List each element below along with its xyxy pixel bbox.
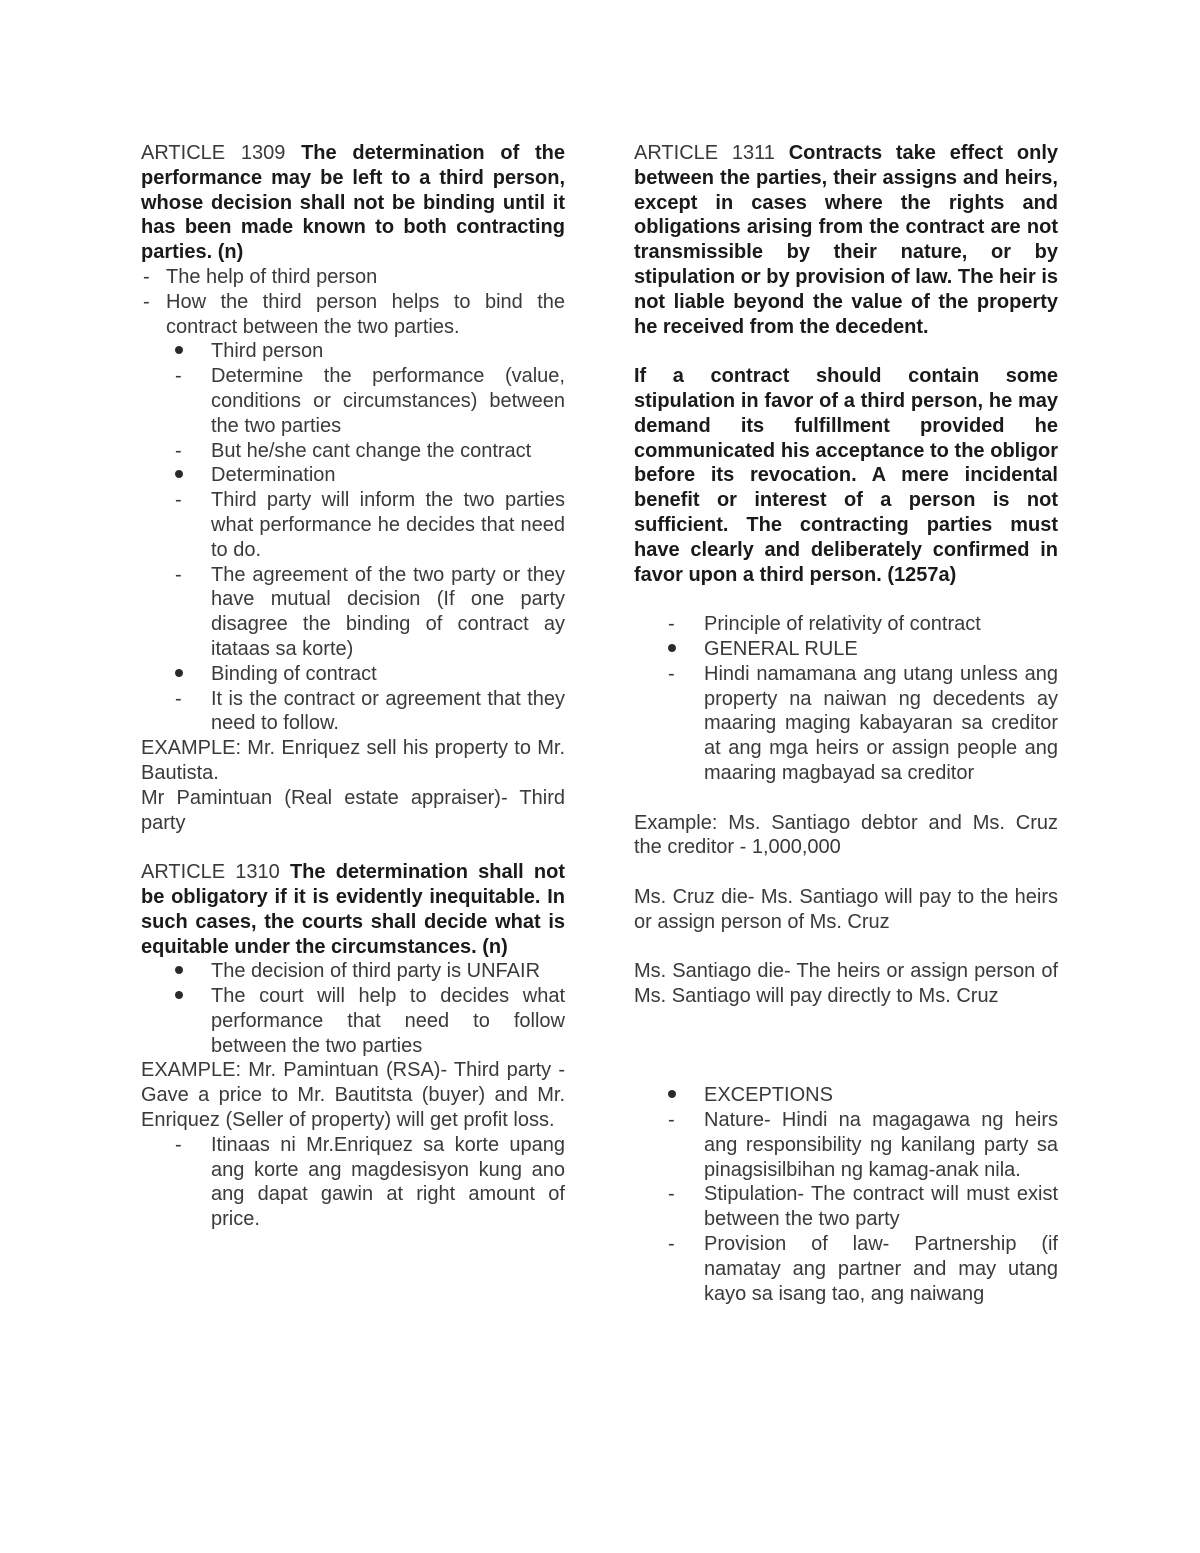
sub-dash-item: - Hindi namamana ang utang unless ang property na naiwan ng decedents ay maaring maging kabayaran sa creditor at ang mga heirs or assign people ang maaring magbayad sa creditor <box>668 662 1058 784</box>
bullet-dot-icon <box>175 991 183 999</box>
article-1311-label: ARTICLE 1311 <box>634 142 775 164</box>
bullet-dot-icon <box>175 346 183 354</box>
bullet-item: GENERAL RULE <box>634 637 1058 662</box>
bullet-item: The decision of third party is UNFAIR <box>141 959 565 984</box>
sub-dash-item: - Determine the performance (value, conditions or circumstances) between the two parties <box>175 365 565 437</box>
bullet-item: Third person <box>141 339 565 364</box>
sub-dash-item: - Itinaas ni Mr.Enriquez sa korte upang ang korte ang magdesisyon kung ano ang dapat gawin at right amount of price. <box>175 1133 565 1231</box>
sub-dash-item: - Principle of relativity of contract <box>668 613 981 636</box>
sub-dash-item: - It is the contract or agreement that they need to follow. <box>175 687 565 735</box>
bullet-item: Binding of contract <box>141 662 565 687</box>
sub-dash-item: - Nature- Hindi na magagawa ng heirs ang responsibility ng kanilang party sa pinagsisilbihan ng kamag-anak nila. <box>668 1109 1058 1181</box>
sub-dash-item: - Provision of law- Partnership (if namatay ang partner and may utang kayo sa isang tao, ang naiwang <box>668 1233 1058 1305</box>
sub-dash-item: - Stipulation- The contract will must exist between the two party <box>668 1183 1058 1231</box>
left-column <box>141 141 565 1232</box>
example-text: EXAMPLE: Mr. Pamintuan (RSA)- Third party - Gave a price to Mr. Bautitsta (buyer) and Mr. Enriquez (Seller of property) will get profit loss. <box>141 1059 565 1132</box>
example-text: Ms. Santiago die- The heirs or assign person of Ms. Santiago will pay directly to Ms. Cruz <box>634 960 1058 1008</box>
bullet-dot-icon <box>175 669 183 677</box>
bullet-dot-icon <box>668 1090 676 1098</box>
article-1309 <box>141 141 565 265</box>
article-1311 <box>634 141 1058 339</box>
bullet-dot-icon <box>668 644 676 652</box>
example-text: Example: Ms. Santiago debtor and Ms. Cruz the creditor - 1,000,000 <box>634 811 1058 859</box>
article-1309-label: ARTICLE 1309 <box>141 142 286 164</box>
example-text: Ms. Cruz die- Ms. Santiago will pay to the heirs or assign person of Ms. Cruz <box>634 885 1058 933</box>
article-1311-text: Contracts take effect only between the parties, their assigns and heirs, except in cases where the rights and obligations arising from the contract are not transmissible by their nature, or by stipulation or by provision of law. The heir is not liable beyond the value of the property he received from the decedent. <box>634 142 1058 338</box>
dash-item: - How the third person helps to bind the contract between the two parties. <box>141 290 565 340</box>
sub-dash-item: - The agreement of the two party or they have mutual decision (If one party disagree the binding of contract ay itataas sa korte) <box>175 563 565 660</box>
bullet-item: The court will help to decides what performance that need to follow between the two parties <box>141 984 565 1058</box>
example-text: EXAMPLE: Mr. Enriquez sell his property to Mr. Bautista. <box>141 737 565 784</box>
sub-dash-item: - Third party will inform the two parties what performance he decides that need to do. <box>175 489 565 561</box>
bullet-dot-icon <box>175 470 183 478</box>
article-1310-label: ARTICLE 1310 <box>141 861 280 884</box>
article-1311-paragraph-2: If a contract should contain some stipulation in favor of a third person, he may demand its fulfillment provided he communicated his acceptance to the obligor before its revocation. A mere incidental benefit or interest of a person is not sufficient. The contracting parties must have clearly and deliberately confirmed in favor upon a third person. (1257a) <box>634 365 1058 586</box>
example-text: Mr Pamintuan (Real estate appraiser)- Third party <box>141 786 565 834</box>
right-column <box>634 141 1058 1306</box>
sub-dash-item: - But he/she cant change the contract <box>175 439 532 462</box>
bullet-dot-icon <box>175 966 183 974</box>
bullet-item: EXCEPTIONS <box>634 1083 1058 1108</box>
article-1310 <box>141 860 565 959</box>
dash-item: - The help of third person <box>141 265 565 290</box>
bullet-item: Determination <box>141 463 565 488</box>
article-1309-text: The determination of the performance may be left to a third person, whose decision shall not be binding until it has been made known to both contracting parties. (n) <box>141 142 565 264</box>
article-1310-text: The determination shall not be obligatory if it is evidently inequitable. In such cases, the courts shall decide what is equitable under the circumstances. (n) <box>141 861 565 958</box>
